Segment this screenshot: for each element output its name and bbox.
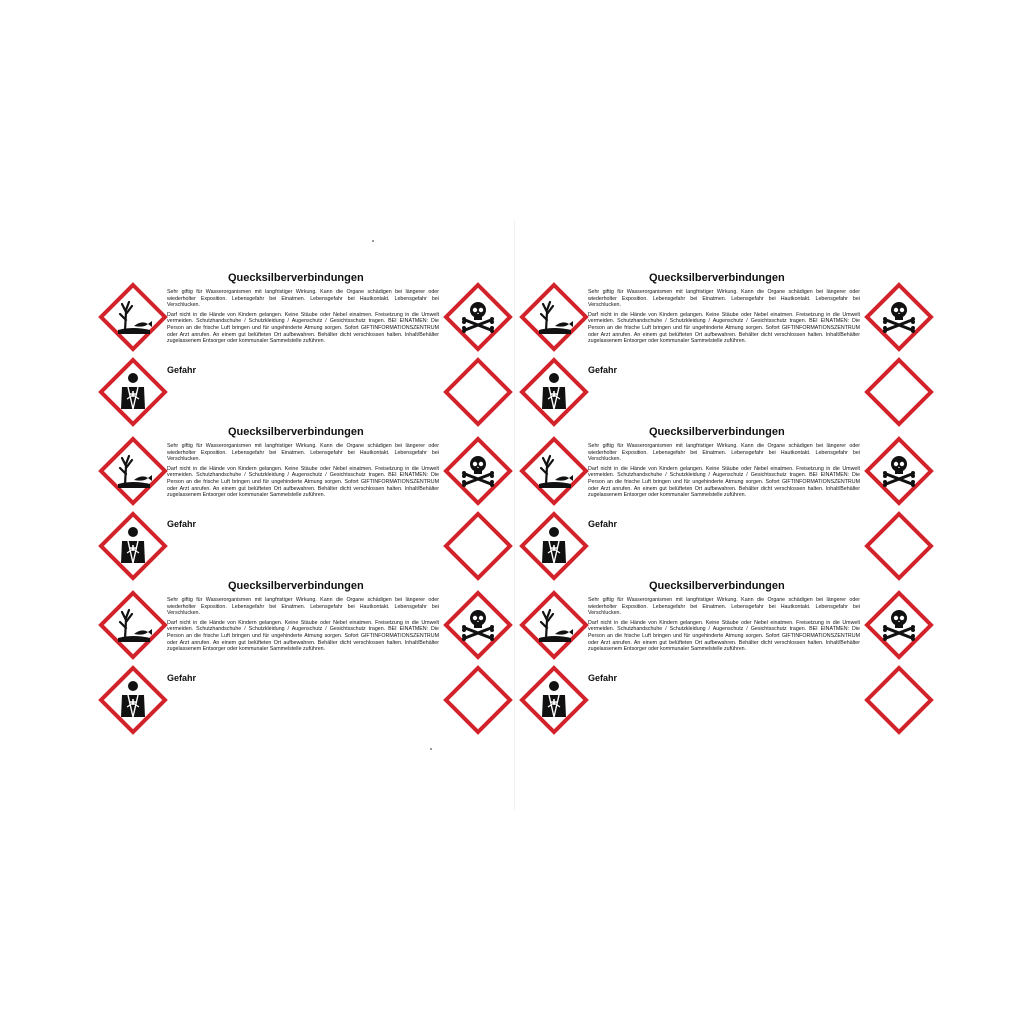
- environment-hazard-icon: [519, 436, 589, 506]
- empty-pictogram-frame: [864, 357, 934, 427]
- signal-word: Gefahr: [167, 365, 197, 375]
- precautionary-statements: Darf nicht in die Hände von Kindern gelangen. Keine Stäube oder Nebel einatmen. Freisetzung in die Umwelt vermeiden. Schutzhandschuhe / Schutzkleidung / Augenschutz / Gesichtsschutz tragen. BEI EINATMEN: Die Person an die frische Luft bringen und für ungehinderte Atmung sorgen. Sofort GIFTINFORMATIONSZENTRUM oder Arzt anrufen. An einem gut belüfteten Ort aufbewahren. Behälter dicht verschlossen halten. Inhalt/Behälter zugelassenem Entsorger oder kommunaler Sammelstelle zuführen.: [167, 311, 439, 345]
- hazard-label: [98, 272, 518, 432]
- label-hazard-text: [588, 289, 860, 348]
- hazard-statements: Sehr giftig für Wasserorganismen mit langfristiger Wirkung. Kann die Organe schädigen bei längerer oder wiederholter Exposition. Lebensgefahr bei Einatmen. Lebensgefahr bei Hautkontakt. Lebensgefahr bei Verschlucken.: [167, 443, 439, 463]
- label-title: Quecksilberverbindungen: [649, 580, 785, 592]
- hazard-statements: Sehr giftig für Wasserorganismen mit langfristiger Wirkung. Kann die Organe schädigen bei längerer oder wiederholter Exposition. Lebensgefahr bei Einatmen. Lebensgefahr bei Hautkontakt. Lebensgefahr bei Verschlucken.: [588, 597, 860, 617]
- precautionary-statements: Darf nicht in die Hände von Kindern gelangen. Keine Stäube oder Nebel einatmen. Freisetzung in die Umwelt vermeiden. Schutzhandschuhe / Schutzkleidung / Augenschutz / Gesichtsschutz tragen. BEI EINATMEN: Die Person an die frische Luft bringen und für ungehinderte Atmung sorgen. Sofort GIFTINFORMATIONSZENTRUM oder Arzt anrufen. An einem gut belüfteten Ort aufbewahren. Behälter dicht verschlossen halten. Inhalt/Behälter zugelassenem Entsorger oder kommunaler Sammelstelle zuführen.: [588, 465, 860, 499]
- environment-hazard-icon: [98, 436, 168, 506]
- label-hazard-text: [588, 443, 860, 502]
- label-hazard-text: [167, 597, 439, 656]
- skull-crossbones-icon: [443, 436, 513, 506]
- label-title: Quecksilberverbindungen: [228, 426, 364, 438]
- label-title: Quecksilberverbindungen: [228, 580, 364, 592]
- hazard-statements: Sehr giftig für Wasserorganismen mit langfristiger Wirkung. Kann die Organe schädigen bei längerer oder wiederholter Exposition. Lebensgefahr bei Einatmen. Lebensgefahr bei Hautkontakt. Lebensgefahr bei Verschlucken.: [588, 443, 860, 463]
- environment-hazard-icon: [519, 590, 589, 660]
- precautionary-statements: Darf nicht in die Hände von Kindern gelangen. Keine Stäube oder Nebel einatmen. Freisetzung in die Umwelt vermeiden. Schutzhandschuhe / Schutzkleidung / Augenschutz / Gesichtsschutz tragen. BEI EINATMEN: Die Person an die frische Luft bringen und für ungehinderte Atmung sorgen. Sofort GIFTINFORMATIONSZENTRUM oder Arzt anrufen. An einem gut belüfteten Ort aufbewahren. Behälter dicht verschlossen halten. Inhalt/Behälter zugelassenem Entsorger oder kommunaler Sammelstelle zuführen.: [588, 311, 860, 345]
- signal-word: Gefahr: [588, 519, 618, 529]
- hazard-statements: Sehr giftig für Wasserorganismen mit langfristiger Wirkung. Kann die Organe schädigen bei längerer oder wiederholter Exposition. Lebensgefahr bei Einatmen. Lebensgefahr bei Hautkontakt. Lebensgefahr bei Verschlucken.: [167, 289, 439, 309]
- hazard-statements: Sehr giftig für Wasserorganismen mit langfristiger Wirkung. Kann die Organe schädigen bei längerer oder wiederholter Exposition. Lebensgefahr bei Einatmen. Lebensgefahr bei Hautkontakt. Lebensgefahr bei Verschlucken.: [588, 289, 860, 309]
- empty-pictogram-frame: [443, 357, 513, 427]
- signal-word: Gefahr: [167, 673, 197, 683]
- label-title: Quecksilberverbindungen: [649, 426, 785, 438]
- precautionary-statements: Darf nicht in die Hände von Kindern gelangen. Keine Stäube oder Nebel einatmen. Freisetzung in die Umwelt vermeiden. Schutzhandschuhe / Schutzkleidung / Augenschutz / Gesichtsschutz tragen. BEI EINATMEN: Die Person an die frische Luft bringen und für ungehinderte Atmung sorgen. Sofort GIFTINFORMATIONSZENTRUM oder Arzt anrufen. An einem gut belüfteten Ort aufbewahren. Behälter dicht verschlossen halten. Inhalt/Behälter zugelassenem Entsorger oder kommunaler Sammelstelle zuführen.: [588, 619, 860, 653]
- environment-hazard-icon: [98, 282, 168, 352]
- hazard-label: [519, 580, 939, 740]
- environment-hazard-icon: [519, 282, 589, 352]
- signal-word: Gefahr: [588, 673, 618, 683]
- hazard-label: [519, 272, 939, 432]
- signal-word: Gefahr: [588, 365, 618, 375]
- hazard-label: [519, 426, 939, 586]
- skull-crossbones-icon: [864, 282, 934, 352]
- print-mark: [430, 748, 432, 750]
- health-hazard-icon: [98, 665, 168, 735]
- health-hazard-icon: [519, 665, 589, 735]
- hazard-label: [98, 426, 518, 586]
- label-hazard-text: [167, 289, 439, 348]
- skull-crossbones-icon: [864, 436, 934, 506]
- empty-pictogram-frame: [443, 511, 513, 581]
- empty-pictogram-frame: [864, 665, 934, 735]
- label-title: Quecksilberverbindungen: [649, 272, 785, 284]
- hazard-statements: Sehr giftig für Wasserorganismen mit langfristiger Wirkung. Kann die Organe schädigen bei längerer oder wiederholter Exposition. Lebensgefahr bei Einatmen. Lebensgefahr bei Hautkontakt. Lebensgefahr bei Verschlucken.: [167, 597, 439, 617]
- health-hazard-icon: [98, 511, 168, 581]
- precautionary-statements: Darf nicht in die Hände von Kindern gelangen. Keine Stäube oder Nebel einatmen. Freisetzung in die Umwelt vermeiden. Schutzhandschuhe / Schutzkleidung / Augenschutz / Gesichtsschutz tragen. BEI EINATMEN: Die Person an die frische Luft bringen und für ungehinderte Atmung sorgen. Sofort GIFTINFORMATIONSZENTRUM oder Arzt anrufen. An einem gut belüfteten Ort aufbewahren. Behälter dicht verschlossen halten. Inhalt/Behälter zugelassenem Entsorger oder kommunaler Sammelstelle zuführen.: [167, 465, 439, 499]
- skull-crossbones-icon: [864, 590, 934, 660]
- precautionary-statements: Darf nicht in die Hände von Kindern gelangen. Keine Stäube oder Nebel einatmen. Freisetzung in die Umwelt vermeiden. Schutzhandschuhe / Schutzkleidung / Augenschutz / Gesichtsschutz tragen. BEI EINATMEN: Die Person an die frische Luft bringen und für ungehinderte Atmung sorgen. Sofort GIFTINFORMATIONSZENTRUM oder Arzt anrufen. An einem gut belüfteten Ort aufbewahren. Behälter dicht verschlossen halten. Inhalt/Behälter zugelassenem Entsorger oder kommunaler Sammelstelle zuführen.: [167, 619, 439, 653]
- empty-pictogram-frame: [864, 511, 934, 581]
- label-hazard-text: [588, 597, 860, 656]
- skull-crossbones-icon: [443, 590, 513, 660]
- health-hazard-icon: [519, 511, 589, 581]
- label-hazard-text: [167, 443, 439, 502]
- print-mark: [372, 240, 374, 242]
- label-title: Quecksilberverbindungen: [228, 272, 364, 284]
- signal-word: Gefahr: [167, 519, 197, 529]
- empty-pictogram-frame: [443, 665, 513, 735]
- environment-hazard-icon: [98, 590, 168, 660]
- skull-crossbones-icon: [443, 282, 513, 352]
- hazard-label: [98, 580, 518, 740]
- health-hazard-icon: [519, 357, 589, 427]
- health-hazard-icon: [98, 357, 168, 427]
